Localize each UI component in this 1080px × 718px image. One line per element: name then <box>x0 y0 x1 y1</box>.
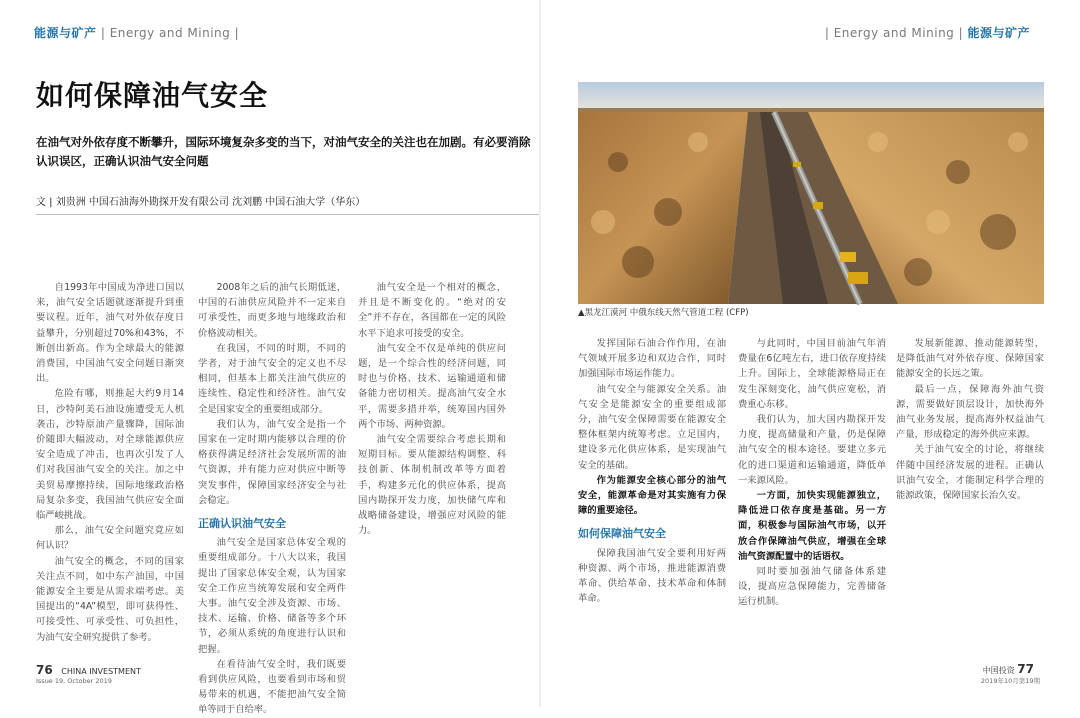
footer-left: 76 CHINA INVESTMENT Issue 19, October 2019 <box>36 663 141 685</box>
column-4: 发挥国际石油合作作用，在油气领域开展多边和双边合作，同时加强国际市场运作能力。 油气安全与能源安全关系。油气安全是能源安全的重要组成部分，油气安全保障需要在能源安全整体框架内统筹考虑。立足国内，建设多元化供应体系，是实现油气安全的基础。 作为能源安全核心部分的油气安全，能源革命是对其实施有力保障的重要途径。 如何保障油气安全 保障我国油气安全要利用好两种资源、两个市场，推进能源消费革命、供给革命、技术革命和体制革命。 <box>578 338 726 605</box>
left-page <box>0 0 540 716</box>
running-header-left: 能源与矿产 | Energy and Mining | <box>34 26 240 40</box>
column-3: 油气安全是一个相对的概念，并且是不断变化的。“绝对的安全”并不存在，各国都在一定的风险水平下追求可接受的安全。 油气安全不仅是单纯的供应问题，是一个综合性的经济问题，同时也与价格、技术、运输通道和储备能力密切相关。提高油气安全水平，需要多措并举，统筹国内国外两个市场、两种资源。 油气安全需要综合考虑长期和短期目标。要从能源结构调整、科技创新、体制机制改革等方面着手，构建多元化的供应体系，提高国内勘探开发力度，加快储气库和战略储备建设，增强应对风险的能力。 <box>358 282 506 537</box>
page-number-left: 76 <box>36 663 53 677</box>
column-6: 发展新能源、推动能源转型，是降低油气对外依存度、保障国家能源安全的长远之策。 最后一点，保障海外油气资源，需要做好顶层设计，加快海外油气业务发展，提高海外权益油气产量，形成稳定的海外供应来源。 关于油气安全的讨论，将继续伴随中国经济发展的进程。正确认识油气安全，才能制定科学合理的能源政策，保障国家长治久安。 <box>896 338 1044 502</box>
column-1: 自1993年中国成为净进口国以来，油气安全话题就逐渐提升到重要议程。近年，油气对外依存度日益攀升，分别超过70%和43%，不断创出新高。作为全球最大的能源消费国，中国油气安全问题日渐突出。 危险有哪，则推起大约9月14日，沙特阿美石油设施遭受无人机袭击，沙特原油产量骤降，国际油价随即大幅波动，对全球能源供应安全造成了冲击，也再次引发了人们对我国油气安全的关注。加之中美贸易摩擦持续，国际地缘政治格局复杂多变，我国油气供应安全面临严峻挑战。 那么，油气安全问题究竟应如何认识？ 油气安全的概念，不同的国家关注点不同，如中东产油国，中国能源安全主要是从需求端考虑。美国提出的“4A”模型，即可获得性、可接受性、可承受性、可负担性，为油气安全研究提供了参考。 <box>36 282 184 643</box>
pipeline-aerial-photo <box>578 82 1044 304</box>
article-lead: 在油气对外依存度不断攀升，国际环境复杂多变的当下，对油气安全的关注也在加剧。有必要消除认识误区，正确认识油气安全问题 <box>36 135 531 168</box>
pipeline-photo-illustration <box>578 82 1044 304</box>
section-heading-recognize: 正确认识油气安全 <box>198 517 286 531</box>
running-header-right: | Energy and Mining | 能源与矿产 <box>824 26 1030 40</box>
article-title: 如何保障油气安全 <box>36 79 269 112</box>
column-5: 与此同时，中国目前油气年消费量在6亿吨左右，进口依存度持续上升。国际上，全球能源格局正在发生深刻变化，油气供应宽松，消费重心东移。 我们认为，加大国内勘探开发力度，提高储量和产量，仍是保障油气安全的根本途径。要建立多元化的进口渠道和运输通道，降低单一来源风险。 一方面，加快实现能源独立，降低进口依存度是基础。另一方面，积极参与国际油气市场，以开放合作保障油气供应，增强在全球油气资源配置中的话语权。 同时要加强油气储备体系建设，提高应急保障能力，完善储备运行机制。 <box>738 338 886 608</box>
section-heading-protect: 如何保障油气安全 <box>578 527 666 541</box>
article-byline: 文 | 刘贵洲 中国石油海外勘探开发有限公司 沈刘鹏 中国石油大学（华东） <box>36 193 541 215</box>
photo-caption: ▲黑龙江漠河 中俄东线天然气管道工程 (CFP) <box>578 308 749 318</box>
footer-right: 中国投资 77 2019年10月第19期 <box>980 662 1040 685</box>
page-number-right: 77 <box>1017 662 1034 676</box>
column-2: 2008年之后的油气长期低迷，中国的石油供应风险并不一定来自可承受性，而更多地与地缘政治和价格波动相关。 在我国，不同的时期，不同的学者，对于油气安全的定义也不尽相同，但基本上都关注油气供应的连续性、稳定性和经济性。油气安全是国家安全的重要组成部分。 我们认为，油气安全是指一个国家在一定时期内能够以合理的价格获得满足经济社会发展所需的油气资源，并有能力应对供应中断等突发事件，保障国家经济安全与社会稳定。 正确认识油气安全 油气安全是国家总体安全观的重要组成部分。十八大以来，我国提出了国家总体安全观，认为国家安全工作应当统筹发展和安全两件大事。油气安全涉及资源、市场、技术、运输、价格、储备等多个环节，必须从系统的角度进行认识和把握。 在看待油气安全时，我们既要看到供应风险，也要看到市场和贸易带来的机遇，不能把油气安全简单等同于自给率。 <box>198 282 346 716</box>
